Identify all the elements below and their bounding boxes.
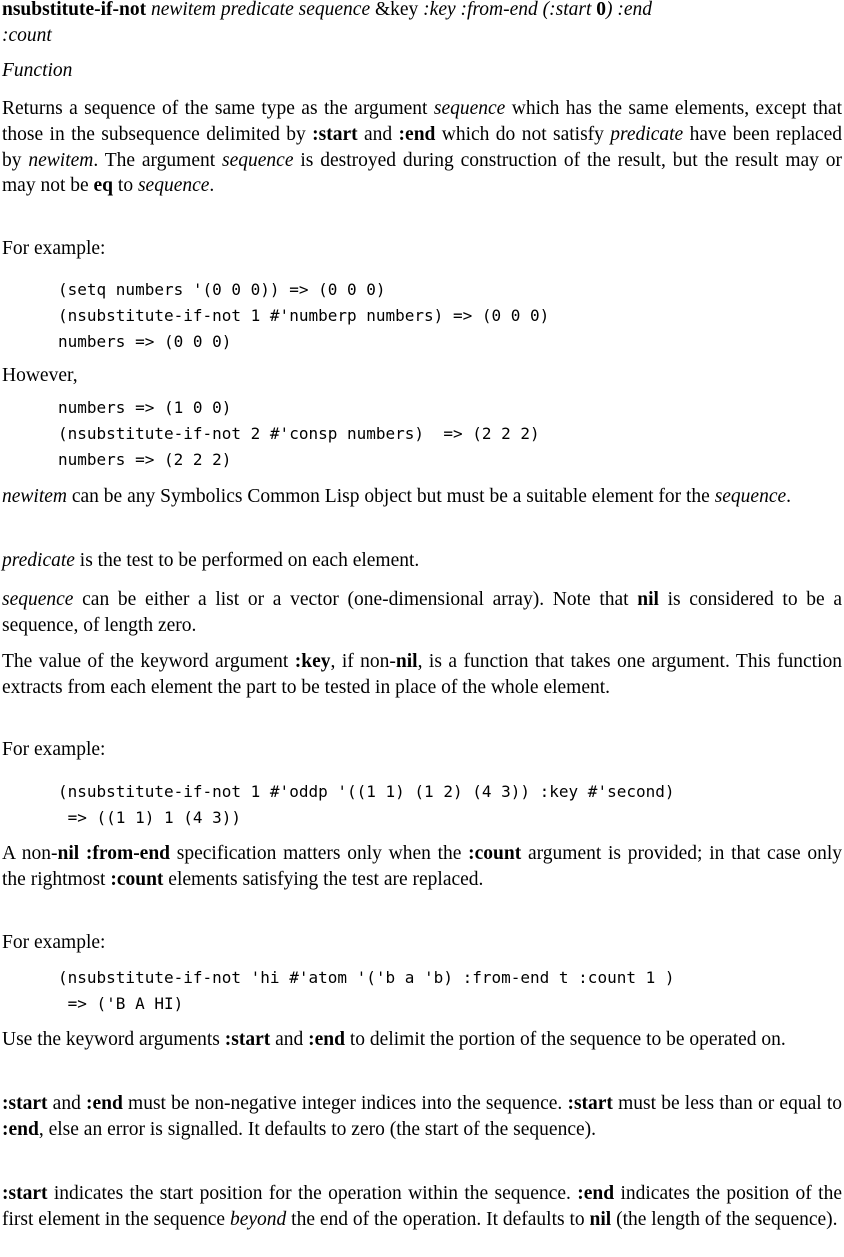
signature-last-line: :count [2,24,52,46]
desc-predicate: predicate [610,123,684,145]
sequence-term: sequence [2,589,74,610]
fromend-count: :count [468,843,522,864]
code-line: => ((1 1) 1 (4 3)) [58,808,242,827]
fromend-text-4: elements satisfying the test are replaced. [163,868,484,890]
desc-and: and [357,123,399,145]
category-label: Function [2,60,73,81]
nonneg-text-1: must be non-negative integer indices into the sequence. [122,1093,568,1114]
key-text-2: , if non- [330,651,396,672]
desc-sequence-2: sequence [222,149,294,171]
nonneg-and: and [47,1093,86,1114]
newitem-paragraph [2,484,842,510]
desc-to: to [113,175,138,197]
code-line: (nsubstitute-if-not 1 #'numberp numbers) => (0 0 0) [58,306,550,325]
indicates-text-1: indicates the start position for the operation within the sequence. [47,1183,578,1204]
desc-eq: eq [93,175,114,197]
indicates-text-3: the end of the operation. It defaults to [286,1208,590,1230]
start-end-paragraph [2,1027,842,1053]
for-example-label-1: For example: [2,238,106,259]
key-key: :key [294,651,331,672]
sequence-text-2: is considered to be a sequence, of length zero. [2,589,842,636]
description-paragraph [2,96,842,199]
startend-text-2: to delimit the portion of the sequence to be operated on. [345,1029,786,1050]
desc-text-3: which do not satisfy [435,123,611,145]
sequence-nil: nil [637,589,659,610]
key-nil: nil [395,651,418,672]
signature-args: newitem predicate sequence [150,0,371,20]
desc-text-6: is destroyed during construction of the result, but the result may or may not be [2,149,842,197]
predicate-paragraph [2,548,842,574]
desc-end: :end [398,123,436,145]
however-label: However, [2,365,78,386]
desc-text-4: have been replaced by [2,123,842,171]
from-end-paragraph [2,841,842,893]
newitem-term: newitem [2,486,67,507]
signature-amp-key: &key [374,0,419,20]
sequence-text: can be either a list or a vector (one-dimensional array). Note that [73,589,638,610]
desc-period: . [209,175,215,197]
fromend-text-1: A non- [2,843,58,864]
startend-end: :end [308,1029,345,1050]
code-line: (nsubstitute-if-not 'hi #'atom '('b a 'b) :from-end t :count 1 ) [58,968,675,987]
code-line: => ('B A HI) [58,994,184,1013]
code-example-3 [58,779,675,831]
for-example-label-2: For example: [2,739,106,760]
function-name: nsubstitute-if-not [2,0,147,20]
key-paragraph [2,649,842,701]
signature-keys-2: ) :end [606,0,653,20]
indicates-paragraph [2,1181,842,1233]
desc-newitem: newitem [28,149,94,171]
indicates-start: :start [2,1183,48,1204]
code-line: (nsubstitute-if-not 1 #'oddp '((1 1) (1 2) (4 3)) :key #'second) [58,782,675,801]
signature-start-default: 0 [596,0,607,20]
function-signature [2,0,842,49]
code-example-4 [58,965,675,1017]
nonneg-end: :end [86,1093,123,1114]
key-text-1: The value of the keyword argument [2,651,295,672]
predicate-text: is the test to be performed on each element. [74,550,420,571]
newitem-end: . [786,486,792,507]
code-example-1 [58,277,549,355]
indicates-end: :end [577,1183,615,1204]
fromend-text-3: argument is provided; in that case only the rightmost [2,843,843,890]
desc-sequence-3: sequence [137,175,210,197]
code-line: numbers => (0 0 0) [58,332,232,351]
sequence-paragraph [2,587,842,639]
fromend-space [79,843,86,864]
startend-and: and [270,1029,309,1050]
predicate-term: predicate [2,550,75,571]
indicates-text-2: indicates the position of the first element in the sequence [2,1183,842,1230]
startend-text-1: Use the keyword arguments [2,1029,225,1050]
code-line: (nsubstitute-if-not 2 #'consp numbers) => (2 2 2) [58,424,540,443]
fromend-keyword: :from-end [85,843,171,864]
code-line: numbers => (2 2 2) [58,450,232,469]
fromend-text-2: specification matters only when the [170,843,469,864]
signature-keys: :key :from-end (:start [423,0,592,20]
for-example-label-3: For example: [2,932,106,953]
nonneg-end-2: :end [2,1118,39,1140]
desc-text-2: which has the same elements, except that those in the subsequence delimited by [2,98,843,145]
desc-text-5: . The argument [93,149,223,171]
desc-start: :start [312,123,358,145]
nonneg-text-2: must be less than or equal to [612,1093,842,1114]
indicates-nil: nil [589,1208,612,1230]
non-negative-paragraph [2,1091,842,1143]
indicates-beyond: beyond [229,1208,287,1230]
fromend-nil: nil [57,843,80,864]
nonneg-start: :start [2,1093,48,1114]
code-example-2 [58,395,540,473]
code-line: numbers => (1 0 0) [58,398,232,417]
newitem-text: can be any Symbolics Common Lisp object but must be a suitable element for the [66,486,715,507]
desc-text-1: Returns a sequence of the same type as the argument [2,98,434,119]
nonneg-start-2: :start [567,1093,613,1114]
code-line: (setq numbers '(0 0 0)) => (0 0 0) [58,280,386,299]
startend-start: :start [224,1029,271,1050]
newitem-sequence: sequence [714,486,787,507]
fromend-count-2: :count [110,868,164,890]
desc-sequence: sequence [433,98,506,119]
indicates-text-4: (the length of the sequence). [611,1208,838,1230]
nonneg-text-3: , else an error is signalled. It defaults to zero (the start of the sequence). [38,1118,597,1140]
key-text-3: , is a function that takes one argument. This function extracts from each element the part to be tested in place of the whole element. [2,651,842,698]
